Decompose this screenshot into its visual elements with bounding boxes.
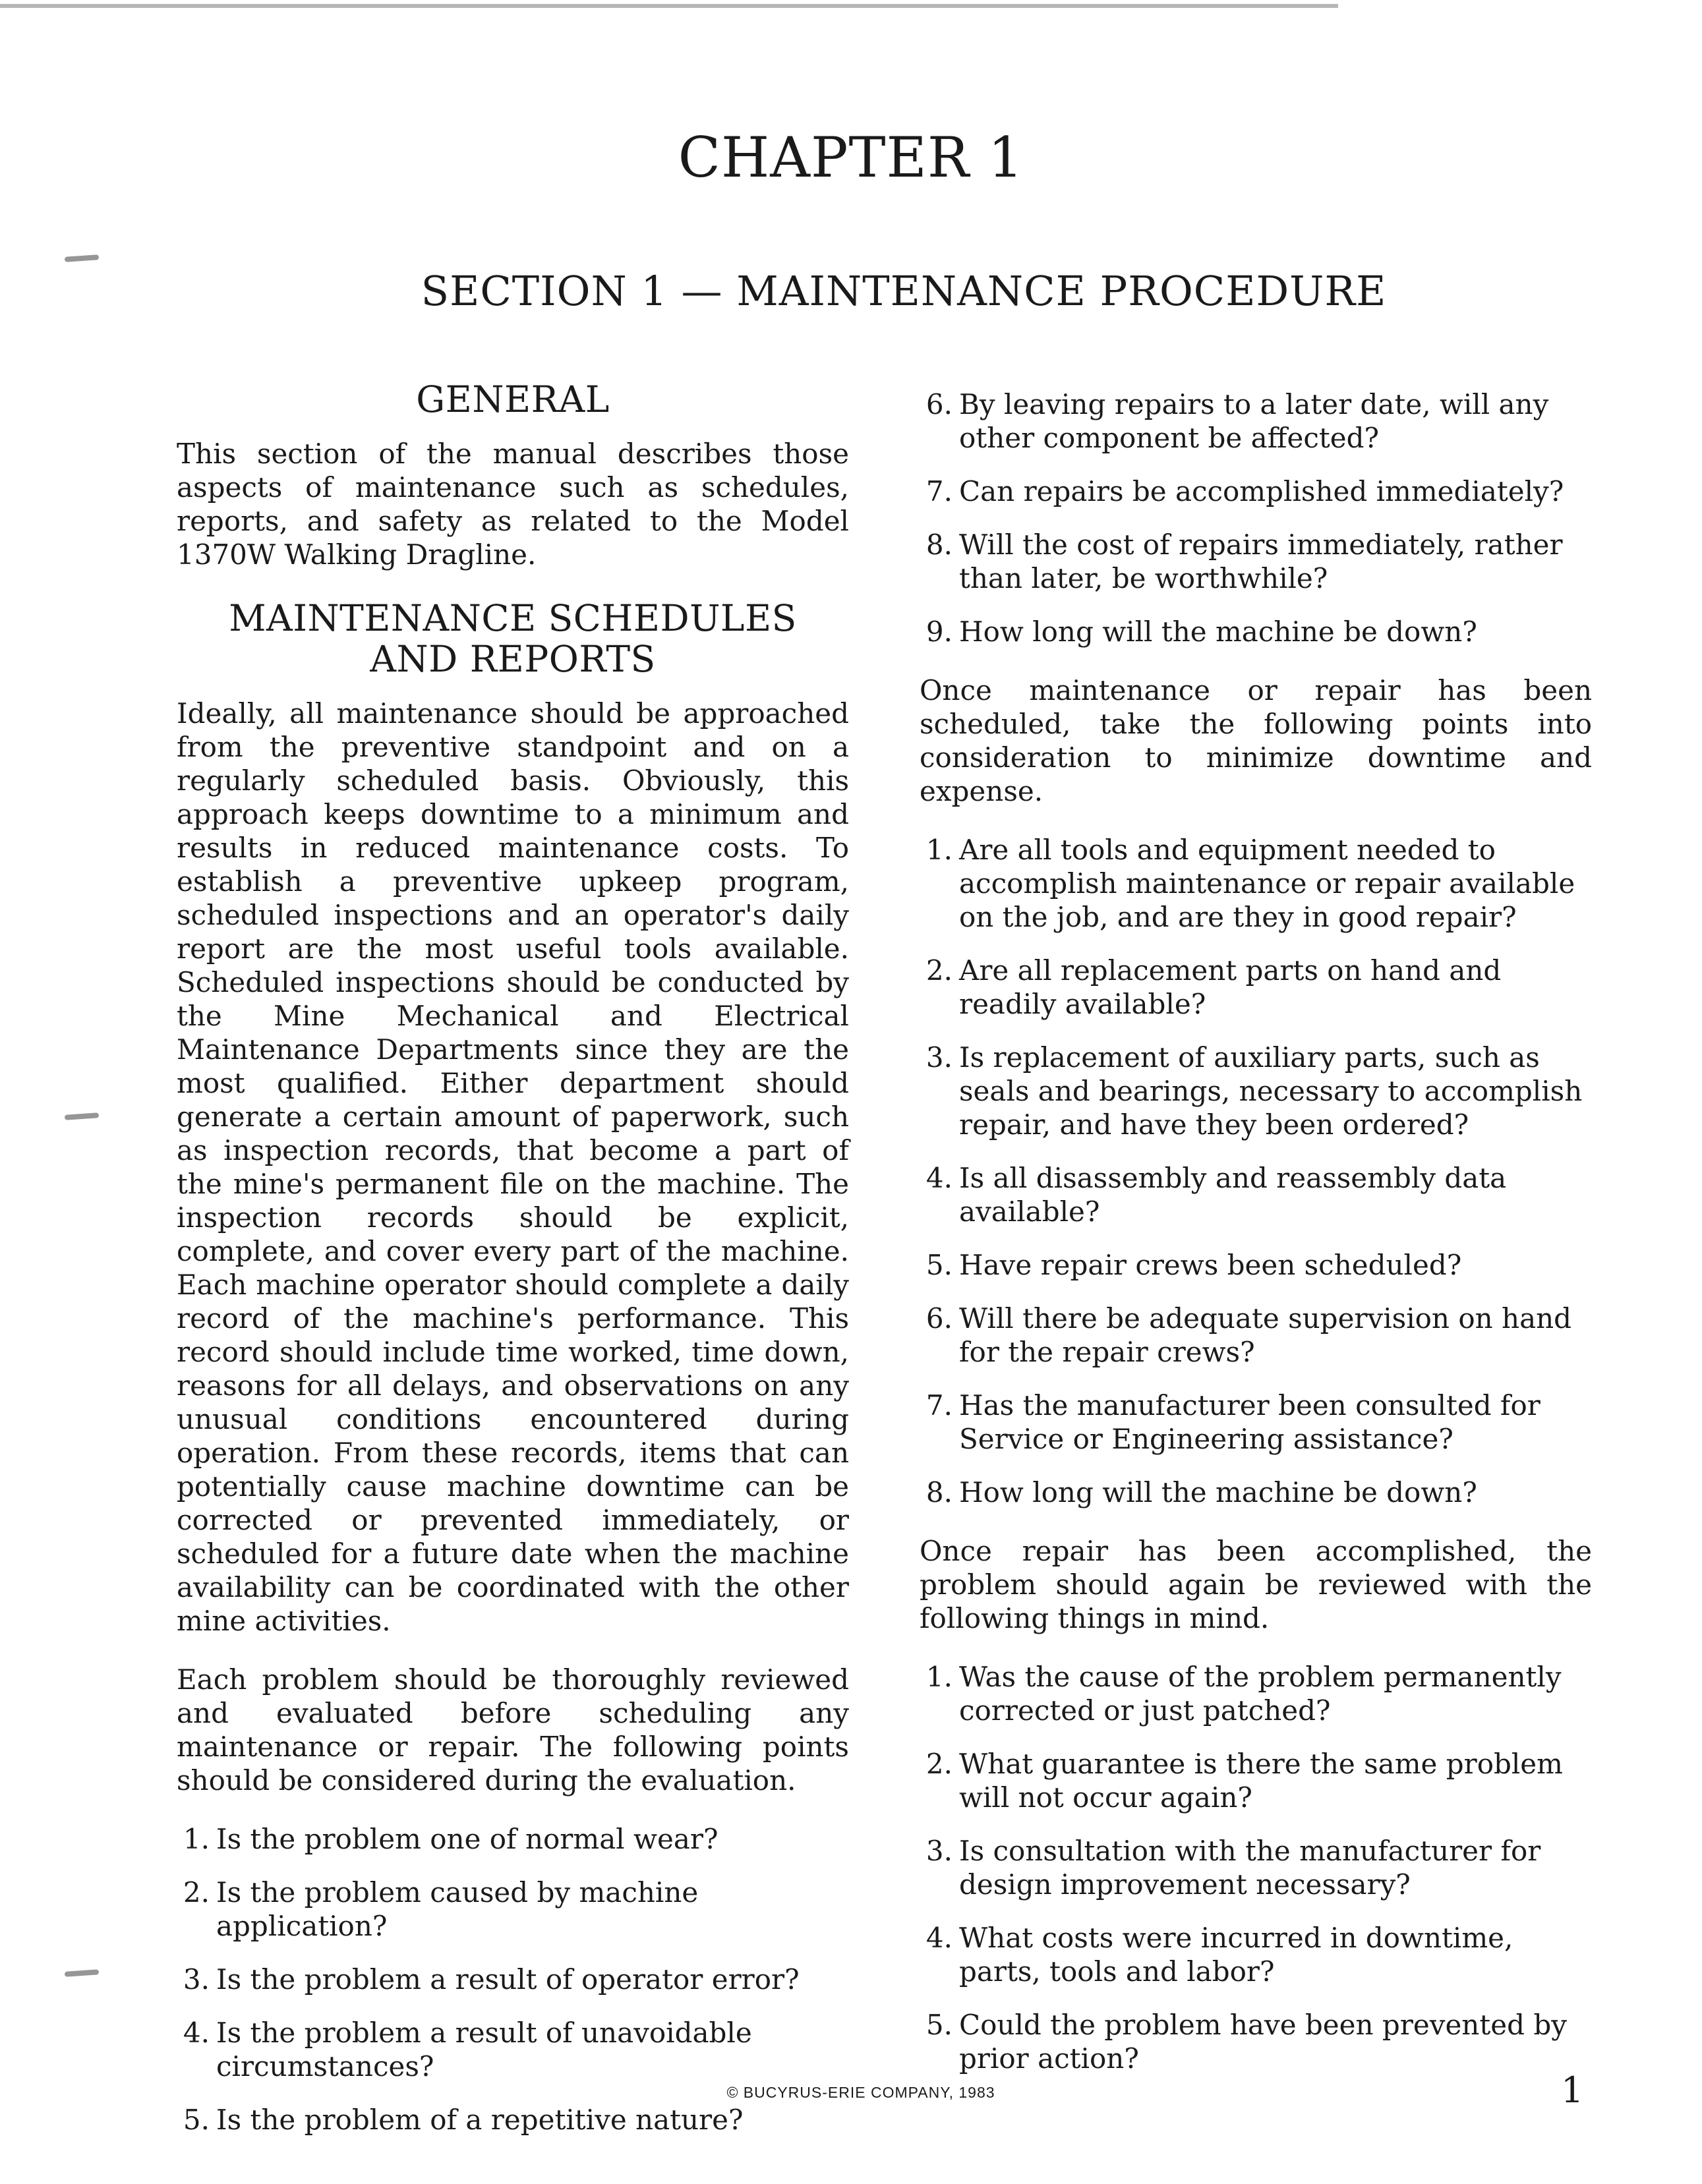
list-item bbox=[177, 1822, 849, 1856]
list-item-text: Is replacement of auxiliary parts, such as seals and bearings, necessary to accomplish repair, and have they been ordered? bbox=[959, 1041, 1583, 1141]
list-item bbox=[920, 1921, 1592, 1988]
list-item-text: Is the problem caused by machine application? bbox=[216, 1876, 699, 1942]
chapter-title: CHAPTER 1 bbox=[678, 125, 1024, 190]
list-item-text: Is all disassembly and reassembly data available? bbox=[959, 1162, 1507, 1228]
list-item-number: 1. bbox=[925, 834, 953, 866]
list-item-text: How long will the machine be down? bbox=[959, 616, 1477, 648]
list-item-number: 2. bbox=[925, 1748, 953, 1780]
list-item bbox=[920, 388, 1592, 455]
list-item bbox=[177, 2016, 849, 2083]
scheduled-list bbox=[920, 833, 1592, 1509]
list-item-number: 7. bbox=[925, 475, 953, 507]
evaluation-paragraph: Each problem should be thoroughly reviewed and evaluated before scheduling any maintenance or repair. The following points should be considered during the evaluation. bbox=[177, 1663, 849, 1796]
list-item bbox=[920, 528, 1592, 595]
list-item-text: Is the problem of a repetitive nature? bbox=[216, 2104, 744, 2136]
list-item-text: What guarantee is there the same problem will not occur again? bbox=[959, 1748, 1563, 1814]
right-column bbox=[920, 388, 1592, 2100]
list-item-text: Is the problem a result of operator error? bbox=[216, 1963, 800, 1996]
list-item-number: 2. bbox=[925, 954, 953, 987]
list-item bbox=[920, 474, 1592, 508]
list-item-number: 2. bbox=[183, 1876, 210, 1909]
section-title: SECTION 1 — MAINTENANCE PROCEDURE bbox=[421, 267, 1387, 315]
list-item bbox=[920, 1161, 1592, 1228]
list-item bbox=[177, 2103, 849, 2137]
schedules-heading bbox=[177, 598, 849, 679]
list-item-text: How long will the machine be down? bbox=[959, 1476, 1477, 1509]
evaluation-list-continued bbox=[920, 388, 1592, 648]
general-heading: GENERAL bbox=[416, 378, 610, 420]
list-item bbox=[920, 1476, 1592, 1509]
general-paragraph: This section of the manual describes those aspects of maintenance such as schedules, reports, and safety as related to the Model 1370W Walking Dragline. bbox=[177, 438, 849, 571]
list-item-number: 1. bbox=[183, 1823, 210, 1855]
list-item-text: Is consultation with the manufacturer for design improvement necessary? bbox=[959, 1835, 1541, 1901]
list-item-number: 6. bbox=[925, 388, 953, 420]
list-item-number: 9. bbox=[925, 616, 953, 648]
list-item-text: Will the cost of repairs immediately, rather than later, be worthwhile? bbox=[959, 529, 1563, 594]
binding-mark bbox=[65, 1112, 99, 1120]
scheduled-paragraph: Once maintenance or repair has been scheduled, take the following points into consideration to minimize downtime and expense. bbox=[920, 674, 1592, 807]
list-item-number: 1. bbox=[925, 1661, 953, 1693]
list-item-text: Could the problem have been prevented by prior action? bbox=[959, 2009, 1567, 2075]
list-item bbox=[920, 1834, 1592, 1901]
list-item-number: 4. bbox=[183, 2017, 210, 2049]
list-item bbox=[177, 1963, 849, 1996]
list-item-text: Can repairs be accomplished immediately? bbox=[959, 475, 1564, 507]
accomplished-list bbox=[920, 1660, 1592, 2075]
list-item-number: 8. bbox=[925, 1476, 953, 1509]
list-item-number: 8. bbox=[925, 529, 953, 561]
list-item bbox=[920, 954, 1592, 1021]
list-item-number: 4. bbox=[925, 1162, 953, 1194]
list-item bbox=[920, 1248, 1592, 1282]
list-item bbox=[920, 2008, 1592, 2075]
list-item-number: 6. bbox=[925, 1302, 953, 1335]
list-item-number: 5. bbox=[925, 2009, 953, 2041]
list-item-text: Is the problem one of normal wear? bbox=[216, 1823, 719, 1855]
list-item-number: 4. bbox=[925, 1922, 953, 1954]
list-item-text: What costs were incurred in downtime, parts, tools and labor? bbox=[959, 1922, 1513, 1988]
schedules-paragraph: Ideally, all maintenance should be approached from the preventive standpoint and on a regularly scheduled basis. Obviously, this approach keeps downtime to a minimum and results in reduced maintenance costs. To establish a preventive upkeep program, scheduled inspections and an operator's daily report are the most useful tools available. Scheduled inspections should be conducted by the Mine Mechanical and Electrical Maintenance Departments since they are the most qualified. Either department should generate a certain amount of paperwork, such as inspection records, that become a part of the mine's permanent file on the machine. The inspection records should be explicit, complete, and cover every part of the machine. Each machine operator should complete a daily record of the machine's performance. This record should include time worked, time down, reasons for all delays, and observations on any unusual conditions encountered during operation. From these records, items that can potentially cause machine downtime can be corrected or prevented immediately, or scheduled for a future date when the machine availability can be coordinated with the other mine activities. bbox=[177, 697, 849, 1637]
accomplished-paragraph: Once repair has been accomplished, the problem should again be reviewed with the following things in mind. bbox=[920, 1535, 1592, 1634]
list-item bbox=[920, 1389, 1592, 1456]
list-item bbox=[920, 833, 1592, 934]
list-item-text: Are all replacement parts on hand and readily available? bbox=[959, 954, 1502, 1020]
list-item bbox=[920, 1041, 1592, 1141]
list-item-number: 5. bbox=[925, 1249, 953, 1281]
list-item bbox=[920, 1747, 1592, 1814]
list-item bbox=[177, 1876, 849, 1943]
list-item-text: Was the cause of the problem permanently corrected or just patched? bbox=[959, 1661, 1562, 1727]
list-item-text: Has the manufacturer been consulted for Service or Engineering assistance? bbox=[959, 1389, 1541, 1455]
schedules-heading-line2: AND REPORTS bbox=[370, 638, 656, 680]
list-item-number: 3. bbox=[925, 1041, 953, 1074]
list-item-number: 3. bbox=[183, 1963, 210, 1996]
schedules-heading-line1: MAINTENANCE SCHEDULES bbox=[229, 597, 797, 639]
left-column bbox=[177, 379, 849, 2162]
scan-top-edge bbox=[0, 4, 1338, 8]
binding-mark bbox=[65, 1969, 99, 1977]
list-item-number: 5. bbox=[183, 2104, 210, 2136]
list-item bbox=[920, 615, 1592, 648]
list-item-number: 7. bbox=[925, 1389, 953, 1422]
binding-mark bbox=[65, 254, 99, 262]
list-item bbox=[920, 1660, 1592, 1727]
list-item-text: Are all tools and equipment needed to accomplish maintenance or repair available on the job, and are they in good repair? bbox=[959, 834, 1575, 933]
page-number: 1 bbox=[1561, 2069, 1584, 2111]
list-item-text: Have repair crews been scheduled? bbox=[959, 1249, 1462, 1281]
copyright-footer: © BUCYRUS-ERIE COMPANY, 1983 bbox=[726, 2084, 995, 2101]
list-item bbox=[920, 1302, 1592, 1369]
list-item-text: By leaving repairs to a later date, will any other component be affected? bbox=[959, 388, 1549, 454]
list-item-number: 3. bbox=[925, 1835, 953, 1867]
list-item-text: Is the problem a result of unavoidable circumstances? bbox=[216, 2017, 752, 2083]
list-item-text: Will there be adequate supervision on hand for the repair crews? bbox=[959, 1302, 1572, 1368]
